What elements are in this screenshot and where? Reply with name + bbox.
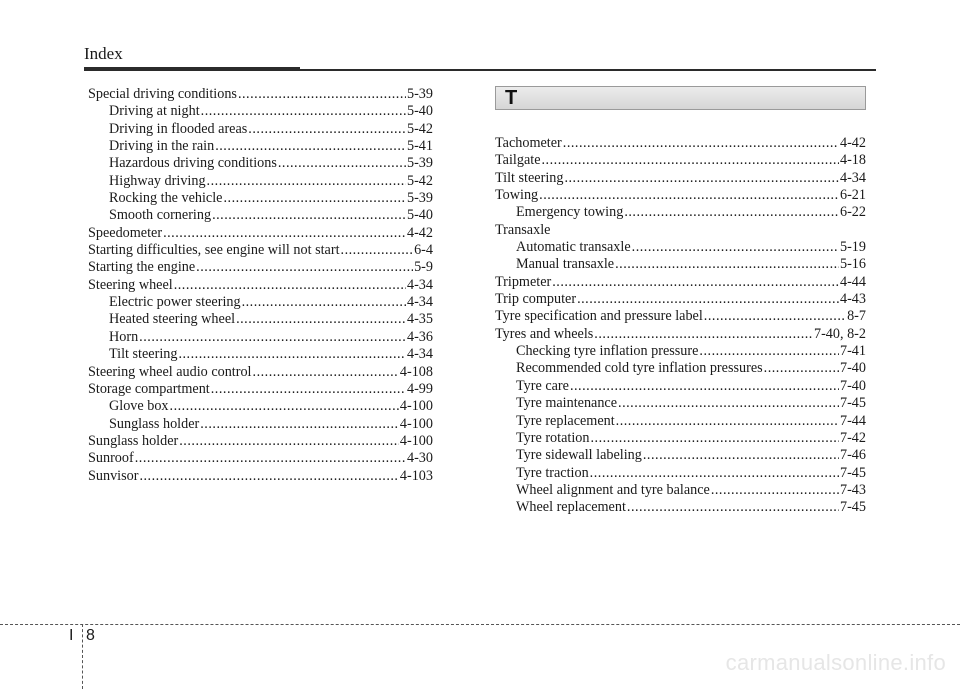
index-entry-term: Recommended cold tyre inflation pressures <box>516 360 763 377</box>
dot-leader <box>163 225 406 242</box>
index-entry-page: 7-42 <box>839 429 866 446</box>
index-entry-page: 4-34 <box>839 169 866 186</box>
index-entry-term: Speedometer <box>88 224 163 241</box>
index-entry <box>88 416 433 433</box>
header-rule-thin <box>300 69 876 71</box>
index-entry <box>495 326 866 343</box>
dot-leader <box>616 413 839 430</box>
index-entry-term: Tyre replacement <box>516 412 615 429</box>
index-entry <box>88 346 433 363</box>
index-entry-term: Hazardous driving conditions <box>109 155 277 172</box>
dot-leader <box>179 433 399 450</box>
dot-leader <box>253 364 399 381</box>
dot-leader <box>577 291 839 308</box>
dot-leader <box>248 121 406 138</box>
index-entry-term: Driving in flooded areas <box>109 120 248 137</box>
index-entry-page: 5-39 <box>406 86 433 102</box>
dot-leader <box>215 138 406 155</box>
index-entry <box>88 398 433 415</box>
dot-leader <box>564 170 839 187</box>
index-entry-term: Driving in the rain <box>109 138 215 155</box>
index-entry-term: Tyre rotation <box>516 429 590 446</box>
index-entry-term: Sunvisor <box>88 467 139 484</box>
index-entry-term: Tachometer <box>495 135 562 151</box>
dot-leader <box>139 329 406 346</box>
dot-leader <box>711 482 839 499</box>
index-entry <box>495 135 866 152</box>
index-entry <box>495 152 866 169</box>
index-list-right <box>495 135 866 517</box>
index-entry-term: Heated steering wheel <box>109 311 236 328</box>
dot-leader <box>542 152 839 169</box>
dot-leader <box>200 416 399 433</box>
index-entry-page: 5-16 <box>839 256 866 273</box>
index-entry <box>88 103 433 120</box>
index-entry <box>88 190 433 207</box>
index-entry <box>88 259 433 276</box>
index-entry-page: 4-36 <box>406 328 433 345</box>
index-entry <box>495 239 866 256</box>
dot-leader <box>135 450 406 467</box>
index-entry-term: Sunglass holder <box>88 432 179 449</box>
dot-leader <box>223 190 406 207</box>
dot-leader <box>278 155 406 172</box>
index-entry-page: 4-108 <box>399 363 433 380</box>
footer-rule <box>0 624 960 625</box>
index-entry-term: Tripmeter <box>495 273 552 290</box>
index-entry-term: Rocking the vehicle <box>109 190 223 207</box>
index-entry <box>88 86 433 103</box>
index-entry-page: 4-18 <box>839 152 866 169</box>
index-entry-page: 7-46 <box>839 447 866 464</box>
index-entry-term: Tyre care <box>516 377 569 394</box>
index-entry-page: 6-22 <box>839 204 866 221</box>
index-column-left <box>88 86 433 485</box>
index-entry-term: Tailgate <box>495 152 541 169</box>
index-entry-term: Trip computer <box>495 291 577 308</box>
index-entry-page: 4-30 <box>406 450 433 467</box>
index-entry-term: Manual transaxle <box>516 256 615 273</box>
dot-leader <box>174 277 406 294</box>
index-entry <box>495 465 866 482</box>
watermark: carmanualsonline.info <box>725 650 946 675</box>
index-entry-page: 6-4 <box>414 242 433 259</box>
index-entry <box>495 395 866 412</box>
index-entry-term: Glove box <box>109 398 169 415</box>
dot-leader <box>212 207 406 224</box>
index-entry-page: 5-41 <box>406 138 433 155</box>
index-entry-page: 4-44 <box>839 273 866 290</box>
index-entry-page: 4-43 <box>839 291 866 308</box>
index-entry <box>88 277 433 294</box>
index-entry-term: Smooth cornering <box>109 207 212 224</box>
index-entry-page: 7-40 <box>839 360 866 377</box>
index-entry-page: 7-45 <box>839 499 866 516</box>
index-entry <box>88 173 433 190</box>
dot-leader <box>632 239 839 256</box>
dot-leader <box>207 173 406 190</box>
index-entry-term: Driving at night <box>109 103 200 120</box>
index-entry-term: Wheel alignment and tyre balance <box>516 481 710 498</box>
index-entry-page: 4-100 <box>399 398 433 415</box>
index-entry-term: Steering wheel <box>88 276 173 293</box>
index-entry <box>495 204 866 221</box>
index-entry-term: Emergency towing <box>516 204 624 221</box>
index-entry <box>88 294 433 311</box>
index-entry <box>88 225 433 242</box>
index-entry-page: 6-21 <box>839 187 866 204</box>
index-column-right <box>495 86 866 517</box>
section-letter: T <box>505 87 518 109</box>
index-entry-page: 7-45 <box>839 464 866 481</box>
page-number: 8 <box>86 627 95 644</box>
index-entry-page: 5-40 <box>406 207 433 224</box>
index-entry-term: Special driving conditions <box>88 86 237 102</box>
index-entry-page: 7-44 <box>839 412 866 429</box>
footer-divider <box>82 624 83 689</box>
index-entry-term: Sunglass holder <box>109 415 200 432</box>
dot-leader <box>627 499 839 516</box>
index-entry-page: 4-42 <box>406 224 433 241</box>
index-entry <box>495 430 866 447</box>
dot-leader <box>594 326 813 343</box>
dot-leader <box>539 187 839 204</box>
index-entry-term: Checking tyre inflation pressure <box>516 343 699 360</box>
index-entry-page: 7-45 <box>839 395 866 412</box>
dot-leader <box>624 204 839 221</box>
index-entry-page: 4-42 <box>839 135 866 151</box>
index-entry <box>495 343 866 360</box>
index-entry-page: 4-34 <box>406 346 433 363</box>
section-letter-box <box>495 86 866 110</box>
dot-leader <box>238 86 406 103</box>
index-entry-page: 5-19 <box>839 239 866 256</box>
index-entry-term: Tyre traction <box>516 464 589 481</box>
index-entry-page: 5-39 <box>406 190 433 207</box>
index-entry-term: Transaxle <box>495 221 551 238</box>
index-entry-page: 7-40, 8-2 <box>813 325 866 342</box>
index-entry <box>88 311 433 328</box>
index-entry-term: Automatic transaxle <box>516 239 631 256</box>
dot-leader <box>242 294 406 311</box>
dot-leader <box>170 398 399 415</box>
index-entry-term: Steering wheel audio control <box>88 363 252 380</box>
dot-leader <box>764 360 839 377</box>
index-entry-page: 7-43 <box>839 481 866 498</box>
index-entry-page: 5-40 <box>406 103 433 120</box>
index-entry-page: 5-9 <box>414 259 433 276</box>
index-entry <box>88 121 433 138</box>
dot-leader <box>563 135 839 152</box>
index-entry-page: 4-99 <box>406 380 433 397</box>
index-entry <box>495 447 866 464</box>
index-entry-term: Starting difficulties, see engine will not start <box>88 242 340 259</box>
index-entry <box>495 187 866 204</box>
index-entry-page: 4-34 <box>406 276 433 293</box>
index-entry-page: 4-103 <box>399 467 433 484</box>
header-rule-thick <box>84 67 300 71</box>
index-entry <box>88 364 433 381</box>
index-entry-term: Tyre sidewall labeling <box>516 447 642 464</box>
page-title: Index <box>84 44 123 63</box>
footer-section-letter: I <box>69 627 74 644</box>
index-entry-page: 4-100 <box>399 415 433 432</box>
index-entry-page: 4-34 <box>406 294 433 311</box>
index-entry <box>495 499 866 516</box>
index-entry <box>88 433 433 450</box>
dot-leader <box>615 256 839 273</box>
dot-leader <box>699 343 839 360</box>
index-entry <box>495 256 866 273</box>
index-entry-term: Highway driving <box>109 172 206 189</box>
dot-leader <box>590 430 839 447</box>
index-entry-term: Electric power steering <box>109 294 241 311</box>
dot-leader <box>643 447 839 464</box>
index-entry-page: 5-39 <box>406 155 433 172</box>
index-entry-term: Sunroof <box>88 450 134 467</box>
index-entry <box>495 291 866 308</box>
index-entry <box>88 450 433 467</box>
index-entry <box>495 482 866 499</box>
dot-leader <box>552 274 839 291</box>
index-entry <box>495 274 866 291</box>
index-entry-page: 7-40 <box>839 377 866 394</box>
index-entry-term: Storage compartment <box>88 380 210 397</box>
index-entry <box>495 360 866 377</box>
index-entry-term: Horn <box>109 328 139 345</box>
index-entry-term: Tyres and wheels <box>495 325 594 342</box>
index-entry-term: Towing <box>495 187 539 204</box>
index-entry-page: 4-100 <box>399 432 433 449</box>
index-entry <box>88 138 433 155</box>
index-entry <box>495 308 866 325</box>
index-entry-term: Starting the engine <box>88 259 196 276</box>
dot-leader <box>341 242 414 259</box>
index-entry-term: Tyre specification and pressure label <box>495 308 703 325</box>
dot-leader <box>704 308 846 325</box>
dot-leader <box>201 103 406 120</box>
index-entry <box>88 155 433 172</box>
index-entry <box>495 413 866 430</box>
index-entry <box>88 468 433 485</box>
index-entry-term: Tilt steering <box>109 346 178 363</box>
dot-leader <box>211 381 406 398</box>
dot-leader <box>236 311 406 328</box>
index-entry <box>495 378 866 395</box>
index-entry <box>88 381 433 398</box>
dot-leader <box>196 259 413 276</box>
index-entry-term: Wheel replacement <box>516 499 626 516</box>
index-entry <box>495 222 866 239</box>
index-entry-page: 5-42 <box>406 172 433 189</box>
dot-leader <box>570 378 839 395</box>
index-entry-term: Tyre maintenance <box>516 395 618 412</box>
index-entry <box>88 242 433 259</box>
index-entry <box>495 170 866 187</box>
index-entry <box>88 329 433 346</box>
index-entry-page: 4-35 <box>406 311 433 328</box>
dot-leader <box>618 395 839 412</box>
index-entry-page: 7-41 <box>839 343 866 360</box>
index-entry <box>88 207 433 224</box>
index-entry-term: Tilt steering <box>495 169 564 186</box>
dot-leader <box>178 346 406 363</box>
dot-leader <box>590 465 839 482</box>
index-entry-page: 5-42 <box>406 120 433 137</box>
dot-leader <box>139 468 398 485</box>
index-entry-page: 8-7 <box>847 308 866 325</box>
